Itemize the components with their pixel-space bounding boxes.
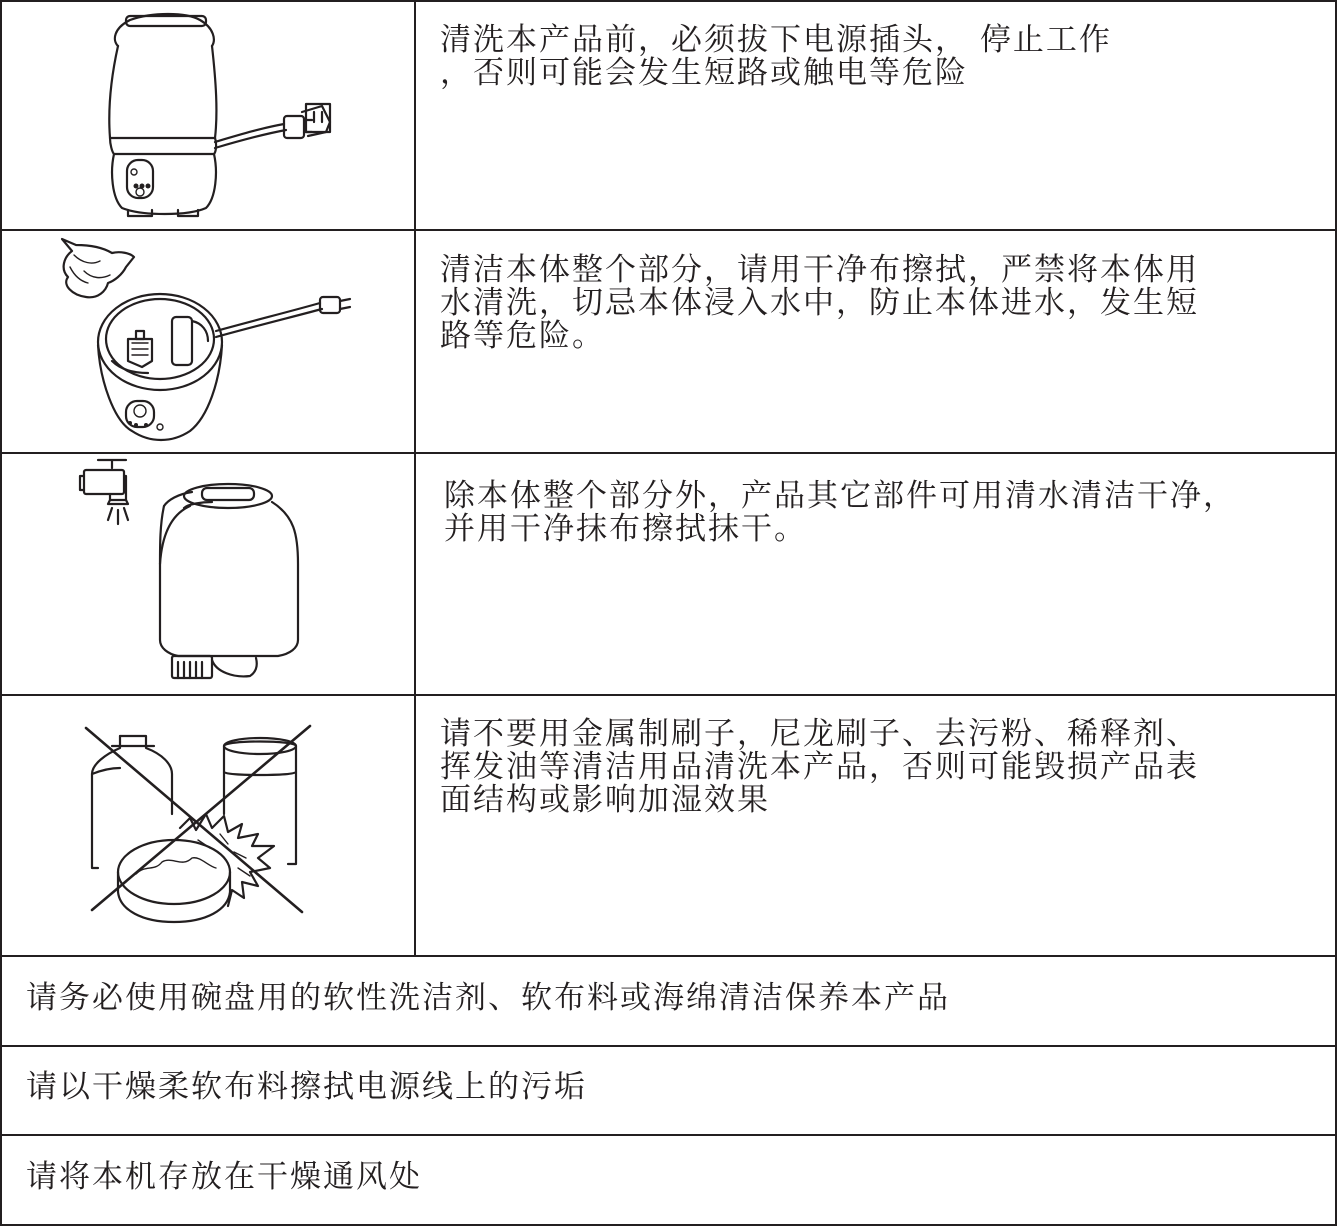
- row-3-instruction-text: 除本体整个部分外，产品其它部件可用清水清洁干净， 并用干净抹布擦拭抹干。: [444, 478, 1236, 548]
- no-harsh-cleaners-icon: [2, 696, 415, 955]
- faucet-rinsing-tank-icon: [2, 454, 415, 694]
- row-divider: [0, 1134, 1337, 1136]
- row-divider: [0, 1045, 1337, 1047]
- note-store-dry-ventilated: 请将本机存放在干燥通风处: [26, 1159, 422, 1195]
- row-2-instruction-text: 清洁本体整个部分，请用干净布擦拭，严禁将本体用 水清洗，切忌本体浸入水中，防止本体进水，发生短 路等危险。: [440, 252, 1199, 355]
- row-4-instruction-text: 请不要用金属制刷子，尼龙刷子、去污粉、稀释剂、 挥发油等清洁用品清洗本产品，否则可能毁损产品表 面结构或影响加湿效果: [440, 716, 1199, 819]
- cloth-wiping-base-icon: [2, 231, 415, 452]
- row-1-instruction-text: 清洗本产品前，必须拔下电源插头， 停止工作 ，否则可能会发生短路或触电等危险: [440, 22, 1112, 92]
- humidifier-unplugged-icon: [2, 2, 415, 229]
- row-divider: [0, 955, 1337, 957]
- note-use-mild-detergent: 请务必使用碗盘用的软性洗洁剂、软布料或海绵清洁保养本产品: [26, 980, 950, 1016]
- note-wipe-power-cord: 请以干燥柔软布料擦拭电源线上的污垢: [26, 1069, 587, 1105]
